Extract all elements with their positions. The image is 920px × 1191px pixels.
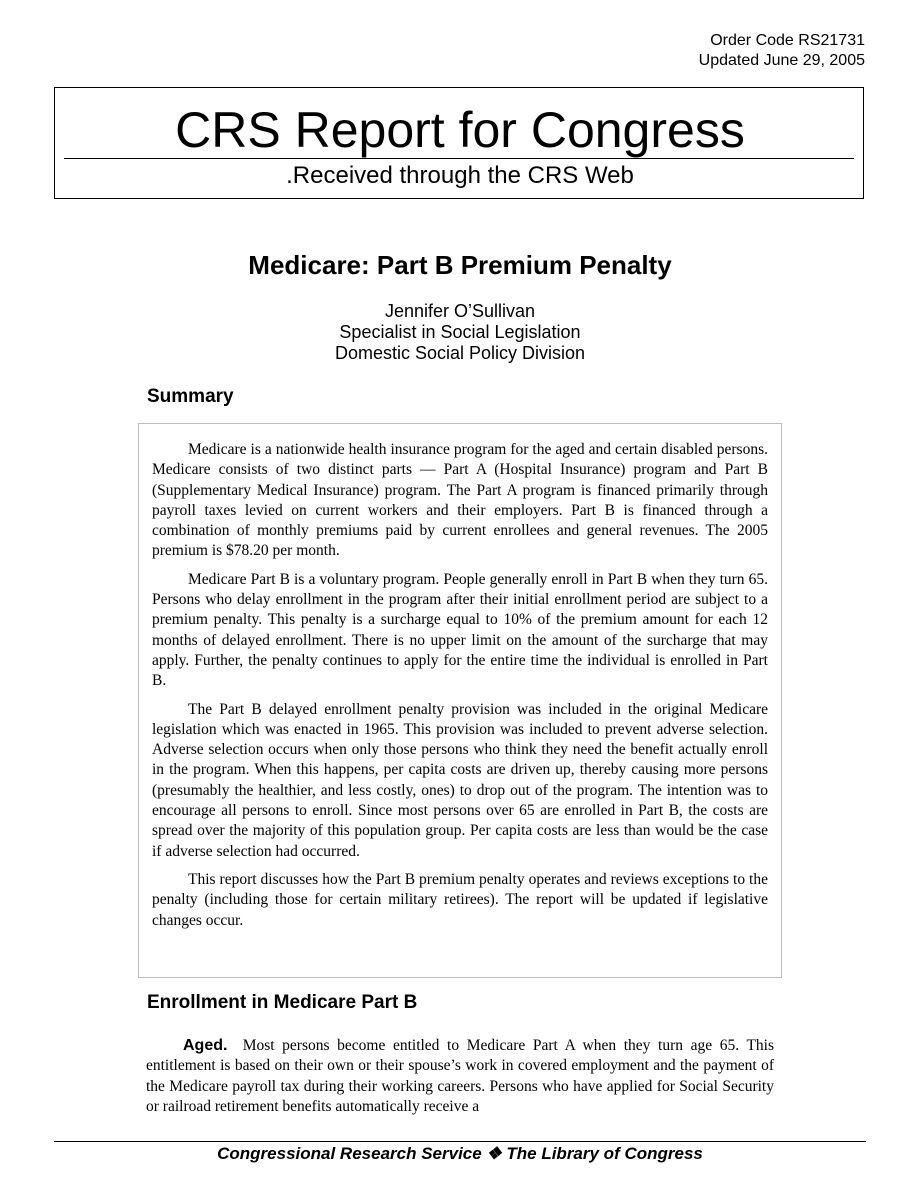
order-code: Order Code RS21731 — [710, 32, 865, 49]
updated-date: Updated June 29, 2005 — [698, 52, 865, 69]
page-footer: Congressional Research Service ❖ The Library of Congress — [217, 1144, 703, 1163]
summary-heading: Summary — [147, 386, 234, 407]
section-paragraph — [146, 1036, 774, 1117]
author-name: Jennifer O’Sullivan — [384, 301, 536, 321]
summary-paragraph: Medicare is a nationwide health insurance program for the aged and certain disabled persons. Medicare consists of two distinct parts — Part A (Hospital Insurance) program and Part B (Supplementary Medical Insurance) program. The Part A program is financed primarily through payroll taxes levied on current workers and their employers. Part B is financed through a combination of monthly premiums paid by current enrollees and general revenues. The 2005 premium is $78.20 per month. — [152, 441, 768, 560]
section-heading: Enrollment in Medicare Part B — [147, 992, 418, 1013]
author-block — [0, 301, 920, 364]
run-in-heading: Aged. — [183, 1037, 228, 1054]
order-info — [699, 31, 865, 71]
footer-rule — [54, 1141, 866, 1142]
author-title: Specialist in Social Legislation — [339, 322, 581, 342]
summary-paragraph: Medicare Part B is a voluntary program. People generally enroll in Part B when they turn 65. Persons who delay enrollment in the program after their initial enrollment period are subject to a premium penalty. This penalty is a surcharge equal to 10% of the premium amount for each 12 months of delayed enrollment. There is no upper limit on the amount of the surcharge that may apply. Further, the penalty continues to apply for the entire time the individual is enrolled in Part B. — [152, 570, 768, 690]
crs-banner-subtitle: .Received through the CRS Web — [286, 162, 634, 189]
summary-paragraph: The Part B delayed enrollment penalty provision was included in the original Medicare legislation which was enacted in 1965. This provision was included to prevent adverse selection. Adverse selection occurs when only those persons who think they need the benefit actually enroll in the program. When this happens, per capita costs are driven up, thereby causing more persons (presumably the healthier, and less costly, ones) to drop out of the program. The intention was to encourage all persons to enroll. Since most persons over 65 are enrolled in Part B, the costs are spread over the majority of this population group. Per capita costs are less than would be the case if adverse selection had occurred. — [152, 700, 768, 860]
crs-banner-rule — [64, 158, 854, 159]
crs-banner-title: CRS Report for Congress — [175, 102, 745, 158]
report-title: Medicare: Part B Premium Penalty — [248, 250, 672, 280]
section-text: Most persons become entitled to Medicare Part A when they turn age 65. This entitlement is based on their own or their spouse’s work in covered employment and the payment of the Medicare payroll tax during their working careers. Persons who have applied for Social Security or railroad retirement benefits automatically receive a — [146, 1037, 774, 1115]
summary-box — [138, 423, 782, 978]
summary-paragraph: This report discusses how the Part B premium penalty operates and reviews exceptions to the penalty (including those for certain military retirees). The report will be updated if legislative changes occur. — [152, 870, 768, 929]
author-division: Domestic Social Policy Division — [334, 343, 586, 363]
